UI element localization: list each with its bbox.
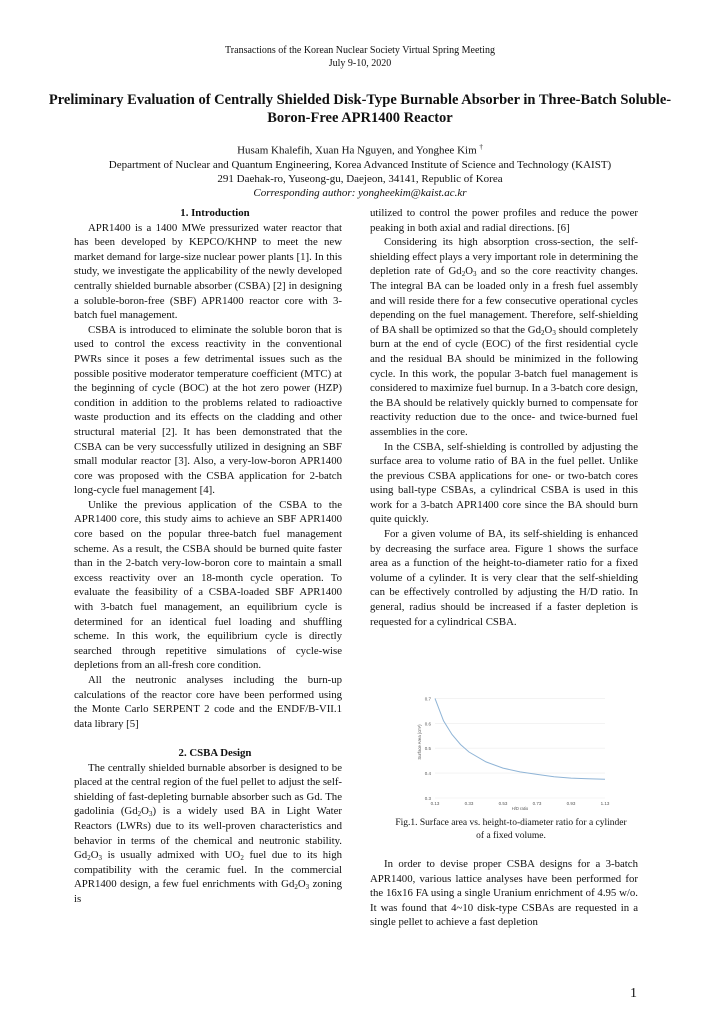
y-tick-label: 0.6 [424,721,431,727]
conference-name: Transactions of the Korean Nuclear Society Virtual Spring Meeting [225,45,495,56]
x-tick-label: 0.73 [532,801,542,806]
paragraph: In order to devise proper CSBA designs for a 3-batch APR1400, various lattice analyses have been performed for the 16x16 FA using a single Uranium enrichment of 4.95 w/o. It was found that 4~10 disk-type CSBAs are requested in a single pellet to achieve a fast depletion [370,858,638,929]
section-heading-csba-design: 2. CSBA Design [178,746,252,759]
conference-date: July 9-10, 2020 [328,58,392,69]
right-column [370,206,638,629]
y-tick-label: 0.7 [424,696,431,702]
right-column-continued [370,857,638,930]
x-tick-label: 1.13 [600,801,610,806]
section-heading-introduction: 1. Introduction [180,207,250,219]
paragraph: All the neutronic analyses including the burn-up calculations of the reactor core have been performed using the Monte Carlo SERPENT 2 code and the ENDF/B-VII.1 data library [5] [74,674,342,730]
plot-area [435,686,605,798]
x-tick-label: 0.33 [464,801,474,806]
paragraph: For a given volume of BA, its self-shielding is enhanced by decreasing the surface area. Figure 1 shows the surface area as a function of the height-to-diameter ratio for a fixed volume of a cylinder. It is very clear that the self-shielding can be effectively controlled by adjusting the H/D ratio. In general, radius should be increased if a faster depletion is requested for a cylindrical CSBA. [370,528,638,628]
paragraph: APR1400 is a 1400 MWe pressurized water reactor that has been developed by KEPCO/KHNP to meet the new market demand for large-size nuclear power plants [1]. In this study, we investigate the applicability of the newly developed centrally shielded burnable absorber (CSBA) [2] in designing a soluble-boron-free (SBF) APR1400 reactor core with 3-batch fuel management. [74,221,342,322]
author-names: Husam Khalefih, Xuan Ha Nguyen, and Yonghee Kim † [237,143,483,157]
page-number: 1 [630,986,637,1001]
address: 291 Daehak-ro, Yuseong-gu, Daejeon, 34141, Republic of Korea [217,172,503,185]
figure-1 [413,676,613,816]
x-tick-label: 0.13 [430,801,440,806]
conference-header [0,44,720,70]
corresponding-mark: † [479,143,483,151]
paragraph: The centrally shielded burnable absorber is designed to be placed at the central region of the fuel pellet to adjust the self-shielding of fast-depleting burnable absorber such as Gd. The gadolinia $(Gd_2O_3)$ is a widely used BA in Light Water Reactors (LWRs) due to its well-proven characteristics and behavior in terms of the chemical and neutronic stability. $Gd_2O_3$ is usually admixed with $UO_2$ fuel due to its high compatibility with the ceramic fuel. In the commercial APR1400 design, a few fuel enrichments with $Gd_2O_3$ zoning is [74,761,343,905]
figure-caption: Fig.1. Surface area vs. height-to-diameter ratio for a cylinder of a fixed volume. [395,818,627,841]
author-block [20,140,700,200]
x-axis-label: H/D ratio [511,806,529,811]
paper-title: Preliminary Evaluation of Centrally Shielded Disk-Type Burnable Absorber in Three-Batch Soluble-Boron-Free APR1400 Reactor [48,92,672,126]
left-column [74,206,342,907]
affiliation: Department of Nuclear and Quantum Engineering, Korea Advanced Institute of Science and Technology (KAIST) [108,158,612,171]
paragraph: CSBA is introduced to eliminate the soluble boron that is used to control the excess reactivity in the conventional PWRs since it poses a few detrimental issues such as the possible positive moderator temperature coefficient (MTC) at the beginning of cycle (BOC) at the hot zero power (HZP) condition in addition to the problems related to radioactive waste production and its effects on the cladding and other structural material [2]. It has been demonstrated that the CSBA can be very successfully utilized in designing an SBF small modular reactor [3]. Also, a very-low-boron APR1400 core was proposed with the CSBA application for 2-batch long-cycle fuel management [4]. [74,323,342,497]
y-tick-label: 0.3 [424,796,431,801]
y-axis-label: Surface Area (cm²) [417,724,422,760]
paragraph: Considering its high absorption cross-section, the self-shielding effect plays a very important role in determining the depletion rate of $Gd_2O_3$ and so the core reactivity changes. The integral BA can be loaded only in a fresh fuel assembly and will reside there for a few consecutive operational cycles depending on the fuel management. Therefore, self-shielding of BA shall be optimized so that the $Gd_2O_3$ should completely burn at the end of cycle (EOC) of the first residential cycle and the residual BA should be minimized in the following cycle. In this work, the popular 3-batch fuel management is considered to maximize fuel burnup. In a 3-batch core design, the BA should be relatively quickly burned to compensate for reactivity reduction due to the once- and twice-burned fuel assemblies in the core. [370,236,638,438]
paragraph: Unlike the previous application of the CSBA to the APR1400 core, this study aims to achieve an SBF APR1400 core based on the popular three-batch fuel management scheme. As a result, the CSBA should be burned quite faster than in the 2-batch very-low-boron core to maintain a small excess reactivity over an 18-month cycle operation. To evaluate the feasibility of a CSBA-loaded SBF APR1400 with 3-batch fuel management, an equilibrium cycle is determined for an identical fuel loading and shuffling scheme. In this work, the equilibrium cycle is directly searched through repetitive simulations of cycle-wise depletions from an all-fresh core condition. [74,498,342,672]
y-tick-label: 0.5 [424,746,431,752]
y-tick-label: 0.4 [424,771,431,777]
x-tick-label: 0.93 [566,801,576,806]
paragraph: utilized to control the power profiles and reduce the power peaking in both axial and radial directions. [6] [370,207,638,234]
paragraph: In the CSBA, self-shielding is controlled by adjusting the surface area to volume ratio of BA in the fuel pellet. Unlike the previous CSBA applications for one- or two-batch cores using ball-type CSBAs, a cylindrical CSBA is used in this work for a 3-batch APR1400 core since the BA should burn quite quickly. [370,440,638,526]
x-tick-label: 0.53 [498,801,508,806]
surface-area-chart [413,676,613,816]
corresponding-author: Corresponding author: yongheekim@kaist.ac.kr [253,186,467,199]
